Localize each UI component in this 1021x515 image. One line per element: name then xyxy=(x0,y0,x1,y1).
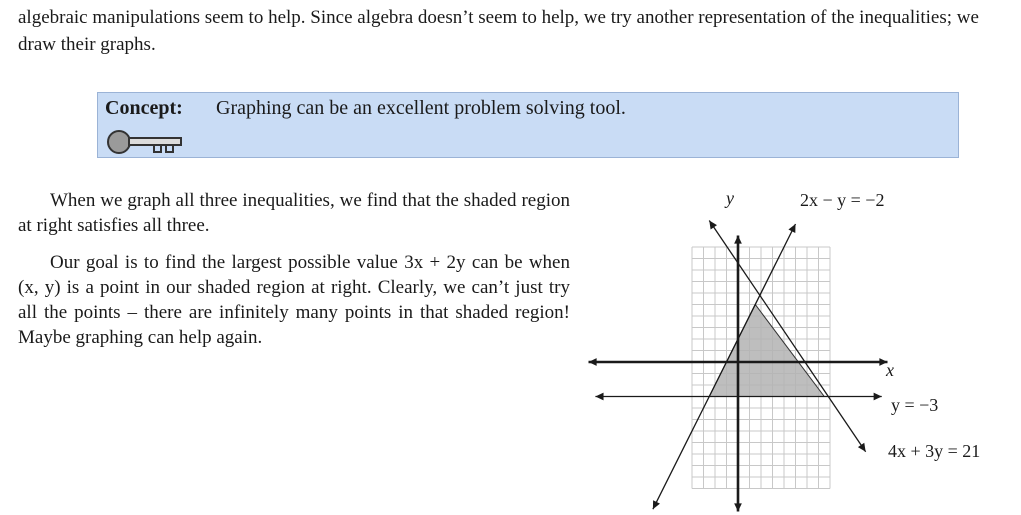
intro-paragraph: algebraic manipulations seem to help. Since algebra doesn’t seem to help, we try another representation of the inequalities; we draw their graphs. xyxy=(18,7,979,55)
axes xyxy=(589,236,888,512)
line-4x-3y xyxy=(709,221,865,452)
line-label-y-minus-3: y = −3 xyxy=(891,395,939,415)
body-text xyxy=(18,188,570,362)
concept-label: Concept: xyxy=(105,97,183,119)
y-axis-arrow-a xyxy=(734,236,742,244)
line-4x-3y-arrow-b xyxy=(858,443,866,452)
line-4x-3y-arrow-a xyxy=(709,221,717,230)
y-axis-arrow-b xyxy=(734,503,742,511)
line-y-minus-3-arrow-a xyxy=(595,393,603,401)
line-label-2x-y: 2x − y = −2 xyxy=(800,190,885,210)
x-axis-label: x xyxy=(886,360,894,380)
line-label-4x-3y: 4x + 3y = 21 xyxy=(888,441,981,461)
line-y-minus-3-arrow-b xyxy=(874,393,882,401)
concept-text: Graphing can be an excellent problem solving tool. xyxy=(216,97,626,119)
x-axis-arrow-a xyxy=(589,358,597,366)
concept-box xyxy=(97,92,959,158)
key-icon xyxy=(106,129,186,155)
paragraph-1: When we graph all three inequalities, we find that the shaded region at right satisfies all three. xyxy=(18,190,570,236)
inequality-graph xyxy=(588,182,1018,512)
paragraph-2: Our goal is to find the largest possible value 3x + 2y can be when (x, y) is a point in our shaded region at right. Clearly, we can’t just try all the points – there are infinitely many points in that shaded region! Maybe graphing can help again. xyxy=(18,252,570,348)
y-axis-label: y xyxy=(726,188,734,208)
